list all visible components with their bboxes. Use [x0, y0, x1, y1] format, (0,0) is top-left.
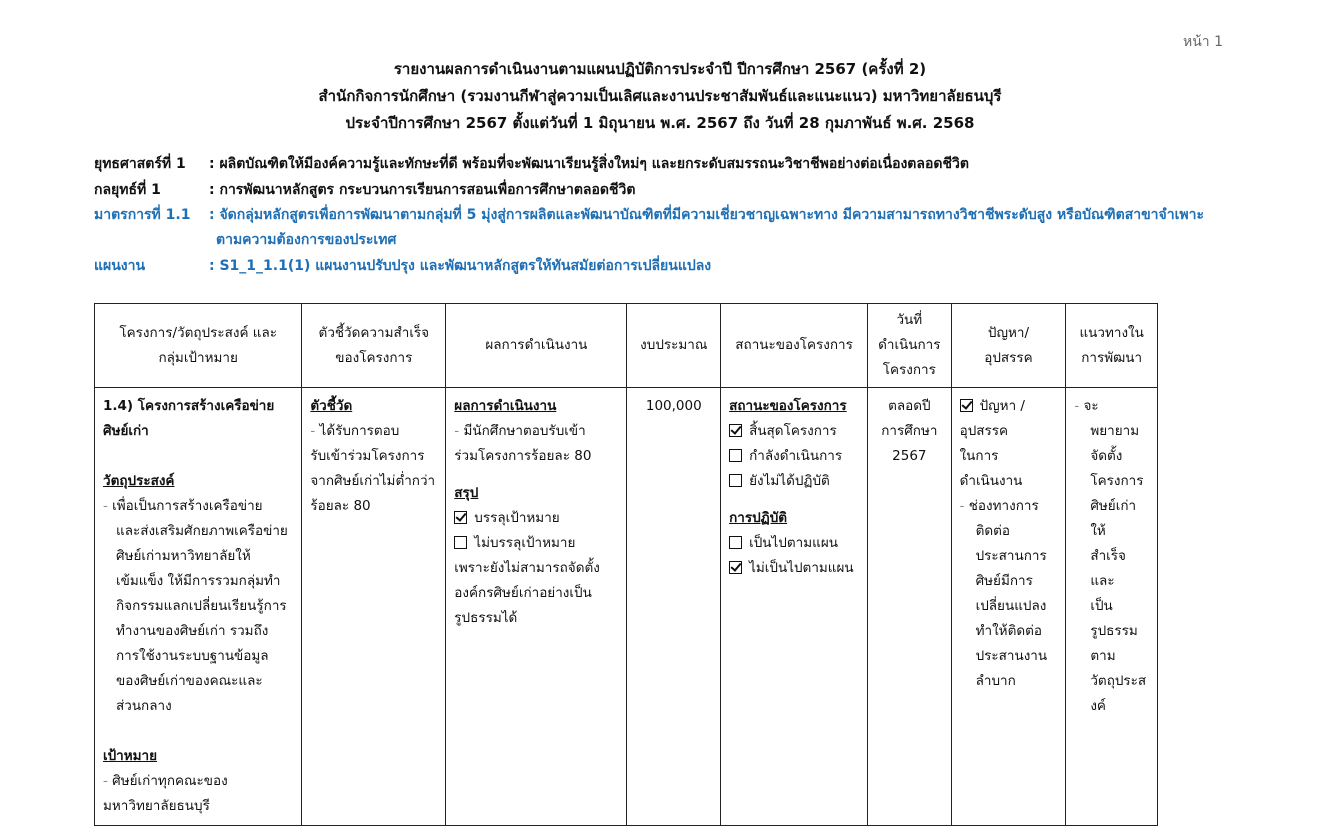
budget-value: 100,000	[645, 398, 702, 414]
tactic-value: : การพัฒนาหลักสูตร กระบวนการเรียนการสอนเพื่อการศึกษาตลอดชีวิต	[209, 182, 636, 198]
problem-line: เปลี่ยนแปลง	[975, 598, 1047, 614]
problem-line: ติดต่อ	[975, 523, 1011, 539]
guideline-line: โครงการ	[1090, 473, 1144, 489]
cell-budget	[627, 388, 721, 826]
tactic-label: กลยุทธ์ที่ 1	[94, 182, 161, 198]
date-line: ตลอดปี	[888, 398, 931, 414]
guideline-line: ศิษย์เก่าให้	[1090, 498, 1137, 539]
guideline-line: เป็น	[1090, 598, 1113, 614]
problem-line: ประสานงาน	[975, 648, 1048, 664]
header-project: โครงการ/วัตถุประสงค์ และ กลุ่มเป้าหมาย	[95, 304, 302, 388]
date-line: การศึกษา	[881, 423, 938, 439]
problem-line: ลำบาก	[975, 673, 1016, 689]
header-indicator: ตัวชี้วัดความสำเร็จ ของโครงการ	[302, 304, 446, 388]
header-date: วันที่ ดำเนินการ โครงการ	[868, 304, 952, 388]
strategy-value: : ผลิตบัณฑิตให้มีองค์ความรู้และทักษะที่ดี พร้อมที่จะพัฒนาเรียนรู้สิ่งใหม่ๆ และยกระดับสมรรถนะวิชาชีพอย่างต่อเนื่องตลอดชีวิต	[209, 156, 969, 172]
objective-line: - เพื่อเป็นการสร้างเครือข่าย	[103, 494, 293, 519]
practice-option-on-plan: เป็นไปตามแผน	[729, 531, 859, 556]
checked-checkbox-icon	[960, 399, 973, 412]
problem-line: ทำให้ติดต่อ	[975, 623, 1042, 639]
cell-project	[95, 388, 302, 826]
summary-note: เพราะยังไม่สามารถจัดตั้ง	[454, 560, 600, 576]
objective-line: กิจกรรมแลกเปลี่ยนเรียนรู้การ	[116, 598, 287, 614]
results-label: ผลการดำเนินงาน	[454, 398, 557, 414]
indicator-line: - ได้รับการตอบ	[310, 419, 437, 444]
guideline-line: วัตถุประส	[1090, 673, 1147, 689]
problem-line: อุปสรรค	[959, 423, 1009, 439]
report-title-line-1: รายงานผลการดำเนินงานตามแผนปฏิบัติการประจำปี ปีการศึกษา 2567 (ครั้งที่ 2)	[393, 60, 927, 78]
problem-line: ในการ	[959, 448, 999, 464]
problem-line: ประสานการ	[975, 548, 1047, 564]
measure-value-continued: ตามความต้องการของประเทศ	[216, 232, 397, 248]
guideline-line: สำเร็จและ	[1090, 548, 1126, 589]
header-budget: งบประมาณ	[627, 304, 721, 388]
cell-indicator	[302, 388, 446, 826]
strategy-label: ยุทธศาสตร์ที่ 1	[94, 156, 186, 172]
project-title: 1.4) โครงการสร้างเครือข่าย	[103, 398, 275, 414]
indicator-line: รับเข้าร่วมโครงการ	[310, 448, 425, 464]
objective-line: และส่งเสริมศักยภาพเครือข่าย	[116, 523, 288, 539]
problem-line: ศิษย์มีการ	[975, 573, 1033, 589]
report-title-line-3: ประจำปีการศึกษา 2567 ตั้งแต่วันที่ 1 มิถุนายน พ.ศ. 2567 ถึง วันที่ 28 กุมภาพันธ์ พ.ศ. 2568	[345, 114, 975, 132]
empty-checkbox-icon	[729, 449, 742, 462]
objective-line: เข้มแข็ง ให้มีการรวมกลุ่มทำ	[116, 573, 281, 589]
cell-results	[446, 388, 627, 826]
cell-status	[721, 388, 868, 826]
objective-label: วัตถุประสงค์	[103, 473, 175, 489]
measure-value: : จัดกลุ่มหลักสูตรเพื่อการพัฒนาตามกลุ่มที่ 5 มุ่งสู่การผลิตและพัฒนาบัณฑิตที่มีความเชี่ยวชาญเฉพาะทาง มีความสามารถทางวิชาชีพระดับสูง หรือบัณฑิตสาขาจำเพาะ	[209, 207, 1204, 223]
guideline-line: รูปธรรม	[1090, 623, 1138, 639]
header-status: สถานะของโครงการ	[721, 304, 868, 388]
problem-checkbox: ปัญหา /	[960, 394, 1058, 419]
date-line: 2567	[892, 448, 927, 464]
measure-label: มาตรการที่ 1.1	[94, 207, 191, 223]
plan-label: แผนงาน	[94, 258, 146, 274]
objective-line: ของศิษย์เก่าของคณะและ	[116, 673, 263, 689]
target-line: - ศิษย์เก่าทุกคณะของ	[103, 769, 293, 794]
status-option-finished: สิ้นสุดโครงการ	[729, 419, 859, 444]
summary-note: องค์กรศิษย์เก่าอย่างเป็น	[454, 585, 592, 601]
table-header-row	[95, 304, 1158, 388]
indicator-label: ตัวชี้วัด	[310, 398, 353, 414]
target-label: เป้าหมาย	[103, 748, 158, 764]
status-option-not-started: ยังไม่ได้ปฏิบัติ	[729, 469, 859, 494]
checked-checkbox-icon	[729, 561, 742, 574]
practice-option-off-plan: ไม่เป็นไปตามแผน	[729, 556, 859, 581]
project-title-cont: ศิษย์เก่า	[103, 423, 149, 439]
summary-option-achieved: บรรลุเป้าหมาย	[454, 506, 618, 531]
problem-line: - ช่องทางการ	[960, 494, 1058, 519]
objective-line: ศิษย์เก่ามหาวิทยาลัยให้	[116, 548, 251, 564]
status-option-in-progress: กำลังดำเนินการ	[729, 444, 859, 469]
table-row	[95, 388, 1158, 826]
results-line: ร่วมโครงการร้อยละ 80	[454, 448, 592, 464]
summary-label: สรุป	[454, 485, 479, 501]
header-results: ผลการดำเนินงาน	[446, 304, 627, 388]
cell-date	[868, 388, 952, 826]
summary-option-not-achieved: ไม่บรรลุเป้าหมาย	[454, 531, 618, 556]
plan-value: : S1_1_1.1(1) แผนงานปรับปรุง และพัฒนาหลักสูตรให้ทันสมัยต่อการเปลี่ยนแปลง	[209, 258, 712, 274]
objective-line: ส่วนกลาง	[116, 698, 172, 714]
indicator-line: จากศิษย์เก่าไม่ต่ำกว่า	[310, 473, 436, 489]
checked-checkbox-icon	[454, 511, 467, 524]
guideline-line: พยายาม	[1090, 423, 1140, 439]
guideline-line: งค์	[1090, 698, 1106, 714]
summary-note: รูปธรรมได้	[454, 610, 518, 626]
empty-checkbox-icon	[454, 536, 467, 549]
header-problems: ปัญหา/ อุปสรรค	[951, 304, 1066, 388]
empty-checkbox-icon	[729, 474, 742, 487]
cell-problems	[951, 388, 1066, 826]
practice-label: การปฏิบัติ	[729, 510, 788, 526]
results-line: - มีนักศึกษาตอบรับเข้า	[454, 419, 618, 444]
guideline-line: ตาม	[1090, 648, 1116, 664]
guideline-line: - จะ	[1074, 394, 1149, 419]
objective-line: การใช้งานระบบฐานข้อมูล	[116, 648, 269, 664]
indicator-line: ร้อยละ 80	[310, 498, 371, 514]
target-line: มหาวิทยาลัยธนบุรี	[103, 798, 210, 814]
report-title-line-2: สำนักกิจการนักศึกษา (รวมงานกีฬาสู่ความเป็นเลิศและงานประชาสัมพันธ์และแนะแนว) มหาวิทยาลัยธนบุรี	[318, 87, 1002, 105]
checked-checkbox-icon	[729, 424, 742, 437]
objective-line: ทำงานของศิษย์เก่า รวมถึง	[116, 623, 269, 639]
header-guidelines: แนวทางใน การพัฒนา	[1066, 304, 1158, 388]
status-label: สถานะของโครงการ	[729, 398, 847, 414]
guideline-line: จัดตั้ง	[1090, 448, 1123, 464]
page-number: หน้า 1	[1183, 34, 1224, 50]
problem-line: ดำเนินงาน	[959, 473, 1023, 489]
report-table	[94, 303, 1158, 826]
empty-checkbox-icon	[729, 536, 742, 549]
cell-guidelines	[1066, 388, 1158, 826]
